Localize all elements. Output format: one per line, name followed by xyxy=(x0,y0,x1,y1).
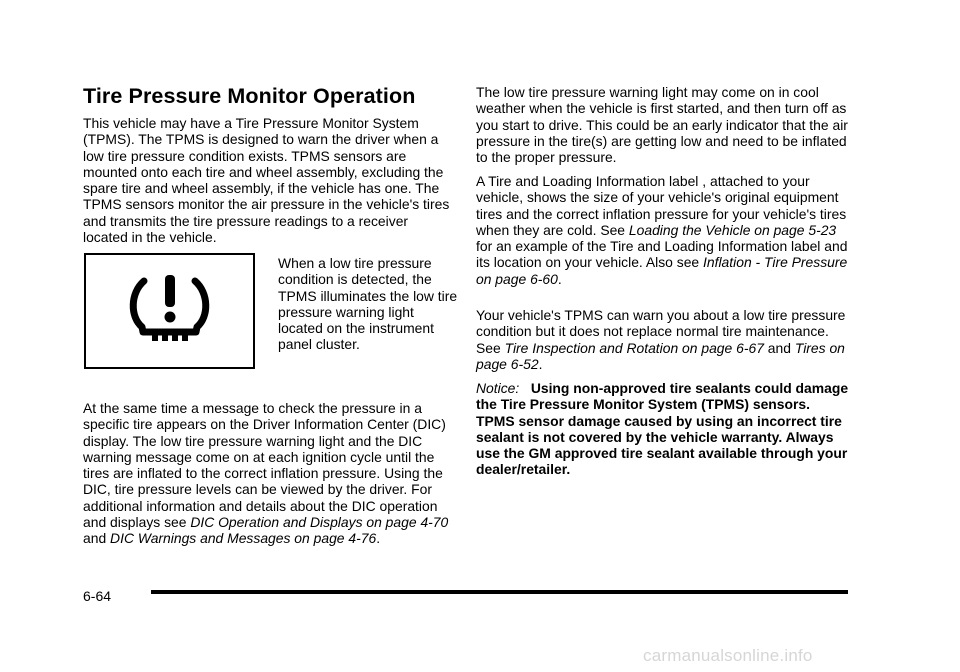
notice-paragraph xyxy=(476,380,852,478)
maintenance-paragraph-text: Your vehicle's TPMS can warn you about a low tire pressure condition but it does not replace normal tire maintenance. See xyxy=(476,307,846,356)
tire-pressure-warning-icon xyxy=(86,255,253,367)
notice-label: Notice: xyxy=(476,380,520,396)
warning-light-figure xyxy=(84,253,255,369)
maintenance-paragraph xyxy=(476,307,852,372)
maintenance-paragraph-and: and xyxy=(763,339,795,356)
section-heading: Tire Pressure Monitor Operation xyxy=(83,84,416,108)
watermark: carmanualsonline.info xyxy=(643,646,813,665)
cold-weather-paragraph: The low tire pressure warning light may come on in cool weather when the vehicle is first started, and then turn off as you start to drive. This could be an early indicator that the air pressure in the tire(s) are getting low and need to be inflated to the proper pressure. xyxy=(476,84,848,166)
tires-link[interactable]: Tires on page 6-52 xyxy=(476,339,845,372)
dic-paragraph-and: and xyxy=(83,530,111,547)
dic-paragraph-end: . xyxy=(376,530,381,547)
dic-paragraph xyxy=(83,400,455,547)
dic-operation-link[interactable]: DIC Operation and Displays on page 4-70 xyxy=(190,514,449,531)
dic-warnings-link[interactable]: DIC Warnings and Messages on page 4-76 xyxy=(110,530,377,547)
page-number: 6-64 xyxy=(83,588,112,604)
label-paragraph-end: . xyxy=(557,270,562,287)
intro-paragraph: This vehicle may have a Tire Pressure Monitor System (TPMS). The TPMS is designed to warn the driver when a low tire pressure condition exists. TPMS sensors are mounted onto each tire and wheel assembly, excluding the spare tire and wheel assembly, if the vehicle has one. The TPMS sensors monitor the air pressure in the vehicle's tires and transmits the tire pressure readings to a receiver located in the vehicle. xyxy=(83,115,450,246)
loading-vehicle-link[interactable]: Loading the Vehicle on page 5-23 xyxy=(628,221,837,238)
label-paragraph-text: A Tire and Loading Information label , attached to your vehicle, shows the size of your vehicle's original equipment tires and the correct inflation pressure for your vehicle's tires when they are cold. See xyxy=(476,173,847,238)
maintenance-paragraph-end: . xyxy=(538,355,543,372)
tire-inspection-link[interactable]: Tire Inspection and Rotation on page 6-67 xyxy=(504,339,764,356)
inflation-link[interactable]: Inflation - Tire Pressure on page 6-60 xyxy=(476,254,848,287)
icon-caption: When a low tire pressure condition is detected, the TPMS illuminates the low tire pressure warning light located on the instrument panel cluster. xyxy=(278,255,458,353)
dic-paragraph-text: At the same time a message to check the pressure in a specific tire appears on the Driver Information Center (DIC) display. The low tire pressure warning light and the DIC warning message come on at each ignition cycle until the tires are inflated to the correct inflation pressure. Using the DIC, tire pressure levels can be viewed by the driver. For additional information and details about the DIC operation and displays see xyxy=(83,400,446,531)
footer-rule xyxy=(151,590,848,594)
label-paragraph xyxy=(476,173,852,287)
notice-text: Using non-approved tire sealants could damage the Tire Pressure Monitor System (TPMS) sensors. TPMS sensor damage caused by using an incorrect tire sealant is not covered by the vehicle warranty. Always use the GM approved tire sealant available through your dealer/retailer. xyxy=(476,380,849,478)
label-paragraph-mid: for an example of the Tire and Loading Information label and its location on your vehicle. Also see xyxy=(476,238,848,271)
